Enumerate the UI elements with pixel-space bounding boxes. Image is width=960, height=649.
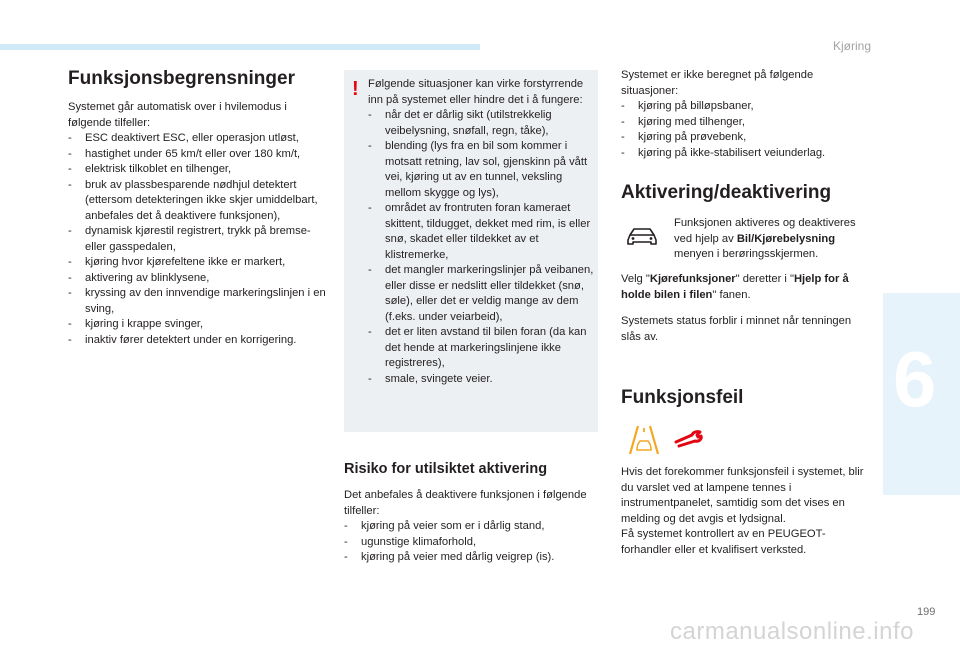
list-item: - det mangler markeringslinjer på veibanen, eller disse er nedslitt eller tildekket (snø, søle), eller det er veldig mange av dem (f.eks. under veiarbeid),: [368, 263, 594, 325]
list-item: - området av frontruten foran kameraet skittent, tildugget, dekket med rim, is eller snø, skadet eller tildekket av et klistremerke,: [368, 201, 594, 263]
list-item: - kjøring på billøpsbaner,: [621, 99, 871, 115]
list-item: - det er liten avstand til bilen foran (da kan det hende at markeringslinjene ikke registreres),: [368, 325, 594, 372]
section-label: Kjøring: [833, 39, 872, 53]
risk-section: [344, 460, 598, 566]
list-item: - kryssing av den innvendige markeringslinjen i en sving,: [68, 286, 330, 317]
list-item: - kjøring i krappe svinger,: [68, 317, 330, 333]
activation-title: Aktivering/deaktivering: [621, 182, 832, 203]
list-item: - elektrisk tilkoblet en tilhenger,: [68, 162, 330, 178]
warning-text: [368, 77, 594, 387]
wrench-icon: [674, 430, 704, 453]
fault-text-1: Hvis det forekommer funksjonsfeil i systemet, blir du varslet ved at lampene tennes i instrumentpanelet, samtidig som det vises en melding og det avgis et lydsignal.: [621, 466, 864, 525]
risk-list: [344, 519, 598, 566]
unsupported-list: [621, 99, 871, 161]
header-accent-bar: [0, 44, 480, 50]
warning-intro: Følgende situasjoner kan virke forstyrrende inn på systemet eller hindre det i å fungere:: [368, 78, 584, 106]
list-item: - kjøring hvor kjørefeltene ikke er markert,: [68, 255, 330, 271]
select-function-name: Kjørefunksjoner: [649, 273, 736, 285]
limitations-list: [68, 131, 330, 348]
list-item: - ugunstige klimaforhold,: [344, 535, 598, 551]
lane-warning-icon: [627, 424, 661, 461]
limitations-title: Funksjonsbegrensninger: [68, 68, 295, 89]
list-item: - kjøring på ikke-stabilisert veiunderlag.: [621, 146, 871, 162]
activation-status: Systemets status forblir i minnet når tenningen slås av.: [621, 315, 852, 343]
menu-name: Bil/Kjørebelysning: [736, 232, 836, 245]
list-item: - bruk av plassbesparende nødhjul detektert (ettersom detekteringen ikke skjer umiddelbart, anbefales det å deaktivere funksjonen),: [68, 178, 330, 225]
select-suffix: " fanen.: [712, 288, 751, 301]
activation-text-end: menyen i berøringsskjermen.: [674, 248, 819, 260]
chapter-number: 6: [893, 335, 937, 423]
select-prefix: Velg ": [621, 273, 650, 285]
warning-icon: !: [352, 78, 359, 100]
activation-text: Funksjonen aktiveres og deaktiveres ved hjelp av: [674, 217, 856, 245]
risk-title: Risiko for utilsiktet aktivering: [344, 461, 548, 477]
watermark: carmanualsonline.info: [670, 618, 914, 645]
risk-intro: Det anbefales å deaktivere funksjonen i følgende tilfeller:: [344, 489, 587, 517]
fault-title-wrap: [621, 387, 871, 409]
list-item: - inaktiv fører detektert under en korrigering.: [68, 333, 330, 349]
activation-title-wrap: [621, 182, 871, 204]
list-item: - når det er dårlig sikt (utilstrekkelig veibelysning, snøfall, regn, tåke),: [368, 108, 594, 139]
list-item: - dynamisk kjørestil registrert, trykk på bremse- eller gasspedalen,: [68, 224, 330, 255]
fault-title: Funksjonsfeil: [621, 387, 744, 408]
select-tab-name: Hjelp for å holde bilen i filen: [621, 273, 849, 301]
limitations-column: [68, 68, 330, 348]
unsupported-intro: Systemet er ikke beregnet på følgende situasjoner:: [621, 69, 814, 97]
limitations-intro: Systemet går automatisk over i hvilemodus i følgende tilfeller:: [68, 101, 287, 129]
warning-list: [368, 108, 594, 387]
list-item: - kjøring på veier med dårlig veigrep (is).: [344, 550, 598, 566]
list-item: - kjøring på veier som er i dårlig stand,: [344, 519, 598, 535]
page-number: 199: [917, 606, 936, 618]
list-item: - kjøring med tilhenger,: [621, 115, 871, 131]
fault-text-2: Få systemet kontrollert av en PEUGEOT-forhandler eller et kvalifisert verksted.: [621, 528, 826, 556]
list-item: - ESC deaktivert ESC, eller operasjon utløst,: [68, 131, 330, 147]
activation-menu-text: [674, 216, 874, 263]
unsupported-section: [621, 68, 871, 161]
list-item: - kjøring på prøvebenk,: [621, 130, 871, 146]
list-item: - smale, svingete veier.: [368, 372, 594, 388]
list-item: - blending (lys fra en bil som kommer i motsatt retning, lav sol, gjenskinn på vått vei, kjøring ut av en tunnel, veksling mellom skygge og lys),: [368, 139, 594, 201]
fault-text: [621, 465, 871, 558]
car-icon: [624, 226, 660, 253]
list-item: - aktivering av blinklysene,: [68, 271, 330, 287]
list-item: - hastighet under 65 km/t eller over 180 km/t,: [68, 147, 330, 163]
select-middle: " deretter i ": [735, 273, 794, 285]
activation-select-text: [621, 272, 871, 345]
